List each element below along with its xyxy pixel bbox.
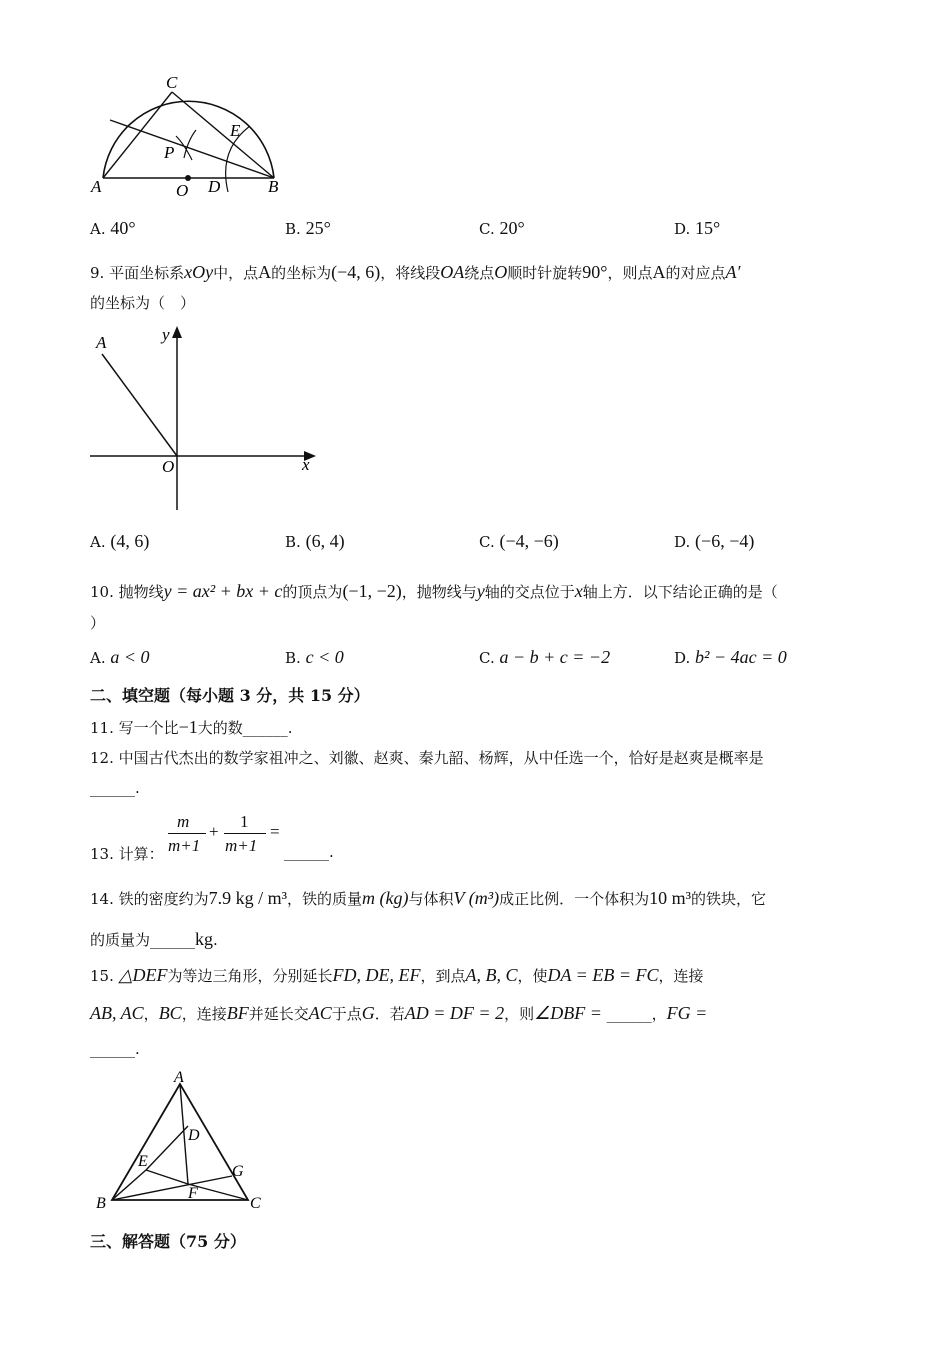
label-A: A	[174, 1069, 184, 1086]
label-y: y	[162, 325, 170, 344]
fraction-2-numerator: 1	[240, 812, 249, 831]
label-O: O	[162, 457, 175, 476]
q8-option-d[interactable]: D. 15°	[674, 218, 721, 238]
q9-stem-line2: 的坐标为（ ）	[90, 294, 196, 312]
label-A: A	[96, 333, 107, 352]
q15-line2: AB, AC，BC，连接BF并延长交AC于点G．若AD = DF = 2，则∠DBF = ______，FG =	[90, 1003, 708, 1023]
label-F: F	[188, 1185, 198, 1202]
q10-option-c[interactable]: C. a − b + c = −2	[479, 647, 611, 667]
label-C: C	[166, 73, 178, 92]
label-B: B	[268, 177, 279, 196]
q15-line1: 15. △DEF为等边三角形，分别延长FD, DE, EF，到点A, B, C，使DA = EB = FC，连接	[90, 965, 704, 985]
q13-label: 13. 计算：	[90, 845, 164, 863]
q8-option-a[interactable]: A. 40°	[90, 218, 136, 238]
label-E: E	[230, 121, 241, 140]
q12-line1: 12. 中国古代杰出的数学家祖冲之、刘徽、赵爽、秦九韶、杨辉，从中任选一个，恰好是赵爽是概率是	[90, 749, 764, 767]
label-A: A	[91, 177, 102, 196]
q9-option-c[interactable]: C. (−4, −6)	[479, 531, 559, 551]
fraction-2-bar	[224, 833, 266, 834]
q10-option-d[interactable]: D. b² − 4ac = 0	[674, 647, 787, 667]
q9-option-d[interactable]: D. (−6, −4)	[674, 531, 755, 551]
section-3-heading: 三、解答题（75 分）	[90, 1232, 246, 1251]
q10-stem-line2: ）	[90, 614, 106, 632]
equals-sign: =	[270, 822, 280, 841]
label-P: P	[164, 143, 175, 162]
label-D: D	[188, 1127, 200, 1144]
label-B: B	[96, 1195, 106, 1212]
q14-line1: 14. 铁的密度约为7.9 kg / m³，铁的质量m (kg)与体积V (m³)成正比例．一个体积为10 m³的铁块，它	[90, 888, 767, 908]
label-C: C	[250, 1195, 261, 1212]
q9-option-b[interactable]: B. (6, 4)	[285, 531, 345, 551]
fraction-1-bar	[168, 833, 206, 834]
fraction-1-numerator: m	[177, 812, 190, 831]
q12-line2: ______.	[90, 779, 140, 797]
q14-line2: 的质量为______kg.	[90, 929, 218, 949]
q8-figure	[88, 70, 298, 200]
label-x: x	[302, 455, 310, 474]
label-G: G	[232, 1163, 244, 1180]
label-E: E	[138, 1153, 148, 1170]
q10-stem-line1: 10. 抛物线y = ax² + bx + c的顶点为(−1, −2)，抛物线与y轴的交点位于x轴上方．以下结论正确的是（	[90, 581, 778, 601]
label-D: D	[208, 177, 221, 196]
q9-option-a[interactable]: A. (4, 6)	[90, 531, 150, 551]
q15-figure	[92, 1066, 272, 1216]
q11: 11. 写一个比−1大的数______.	[90, 717, 293, 737]
q13-answer-blank[interactable]: ______.	[284, 843, 334, 861]
q10-option-a[interactable]: A. a < 0	[90, 647, 150, 667]
fraction-2-denominator: m+1	[225, 836, 258, 855]
q9-figure	[88, 322, 320, 514]
q15-line3[interactable]: ______.	[90, 1040, 140, 1058]
plus-sign: +	[209, 822, 219, 841]
q10-option-b[interactable]: B. c < 0	[285, 647, 344, 667]
fraction-1-denominator: m+1	[168, 836, 201, 855]
q8-option-b[interactable]: B. 25°	[285, 218, 331, 238]
section-2-heading: 二、填空题（每小题 3 分，共 15 分）	[90, 686, 370, 705]
q8-option-c[interactable]: C. 20°	[479, 218, 525, 238]
label-O: O	[176, 181, 189, 200]
q9-stem-line1: 9. 平面坐标系xOy中，点A的坐标为(−4, 6)，将线段OA绕点O顺时针旋转90°，则点A的对应点A′	[90, 262, 741, 282]
